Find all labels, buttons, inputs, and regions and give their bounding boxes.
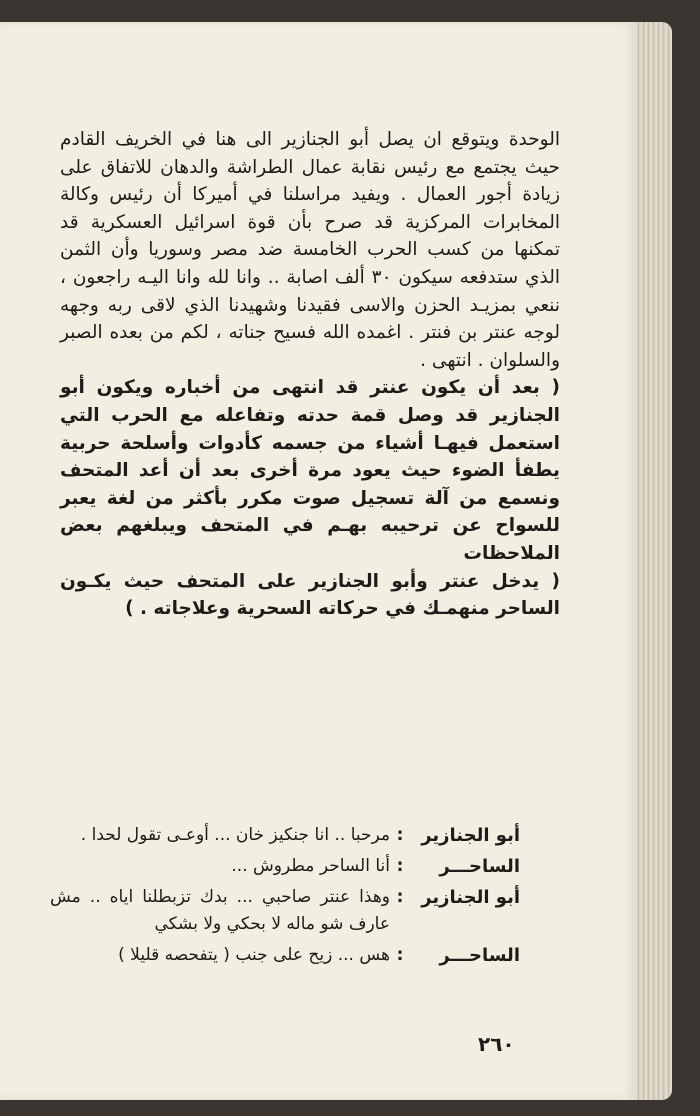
speech-text: وهذا عنتر صاحبي ... بدك تزبطلنا اياه .. مش عارف شو ماله لا بحكي ولا بشكي xyxy=(50,887,390,934)
speech-text: أنا الساحر مطروش ... xyxy=(231,856,390,876)
stage-direction: ( بعد أن يكون عنتر قد انتهى من أخباره ويكون أبو الجنازير قد وصل قمة حدته وتفاعله مع الحرب التي استعمل فيهـا أشياء من جسمه كأدوات وأسلحة حربية يطفأ الضوء حيث يعود مرة أخرى بعد أن أعد المتحف ونسمع من آلة تسجيل صوت مكرر بأكثر من لغة يعبر للسواح عن ترحيبه بهـم في المتحف ويبلغهم بعض الملاحظات xyxy=(60,377,560,564)
dialogue xyxy=(50,822,520,973)
page-number: ٢٦٠ xyxy=(478,1032,515,1056)
dialogue-line xyxy=(50,822,520,849)
stage-direction: ( يدخل عنتر وأبو الجنازير على المتحف حيث يكـون الساحر منهمـك في حركاته السحرية وعلاجاته . ) xyxy=(60,570,560,620)
dialogue-line xyxy=(50,853,520,880)
speaker-colon: : xyxy=(396,887,404,907)
speaker-colon: : xyxy=(396,856,404,876)
speech-text: هس ... زيح على جنب ( يتفحصه قليلا ) xyxy=(118,945,390,965)
speaker-name: الساحـــر xyxy=(439,856,520,877)
narration-paragraph: الوحدة ويتوقع ان يصل أبو الجنازير الى هنا في الخريف القادم حيث يجتمع مع رئيس نقابة عمال الطراشة والدهان للاتفاق على زيادة أجور العمال . ويفيد مراسلنا في أميركا أن رئيس وكالة المخابرات المركزية قد صرح بأن قوة اسرائيل العسكرية قد تمكنها من كسب الحرب الخامسة ضد مصر وسوريا وأن الثمن الذي ستدفعه سيكون ٣٠ ألف اصابة .. وانا لله وانا اليـه راجعون ، ننعي بمزيـد الحزن والاسى فقيدنا وشهيدنا الذي لاقى ربه وجهه لوجه عنتر بن فنتر . اغمده الله فسيح جناته ، لكم من بعده الصبر والسلوان . انتهى . xyxy=(60,129,560,371)
speaker-colon: : xyxy=(396,825,404,845)
body-text xyxy=(60,126,560,623)
speaker-colon: : xyxy=(396,945,404,965)
dialogue-line xyxy=(50,884,520,938)
speaker-name: الساحـــر xyxy=(439,945,520,966)
speaker-name: أبو الجنازير xyxy=(421,825,520,846)
speech-text: مرحبا .. انا جنكيز خان ... أوعـى تقول لحدا . xyxy=(80,825,390,845)
dialogue-line xyxy=(50,942,520,969)
book-page xyxy=(0,22,636,1100)
speaker-name: أبو الجنازير xyxy=(421,887,520,908)
